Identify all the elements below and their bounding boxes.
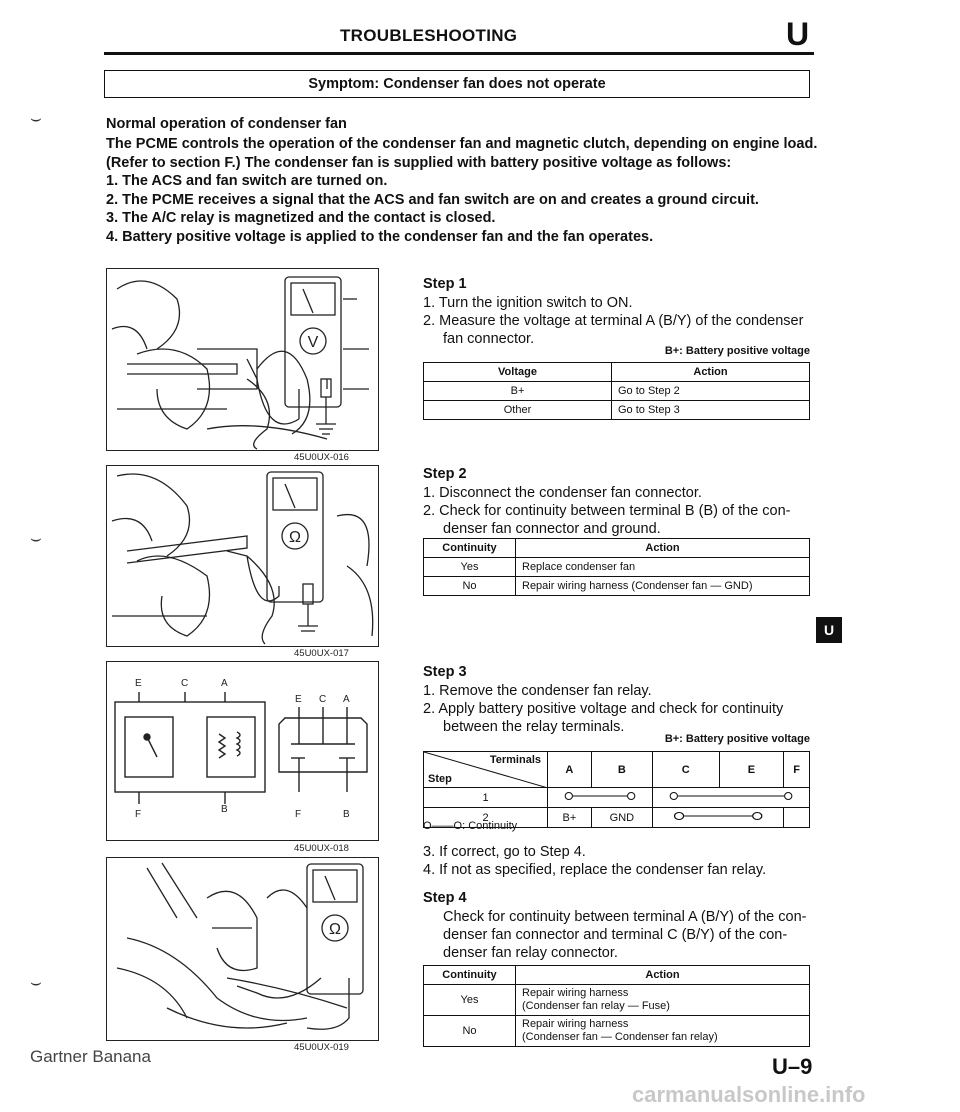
continuity-line bbox=[653, 788, 809, 804]
step2-item: 2. Check for continuity between terminal B (B) of the con- bbox=[423, 503, 791, 519]
continuity-legend: O——O: Continuity bbox=[423, 820, 518, 832]
step2-item: 1. Disconnect the condenser fan connector. bbox=[423, 485, 702, 501]
section-letter: U bbox=[786, 16, 810, 52]
figure-illustration bbox=[107, 269, 379, 451]
table-cell: 2 bbox=[424, 808, 548, 828]
table-row bbox=[424, 558, 810, 577]
normal-line: The PCME controls the operation of the condenser fan and magnetic clutch, depending on engine load. bbox=[106, 136, 818, 152]
figure-code: 45U0UX-016 bbox=[294, 452, 349, 463]
section-tab: U bbox=[816, 617, 842, 643]
table-header: Voltage bbox=[424, 363, 612, 382]
normal-operation-title: Normal operation of condenser fan bbox=[106, 116, 347, 132]
figure-code: 45U0UX-018 bbox=[294, 843, 349, 854]
table-cell bbox=[516, 985, 810, 1016]
table-header: A bbox=[548, 752, 592, 788]
table-cell: 1 bbox=[424, 788, 548, 808]
watermark-text: Gartner Banana bbox=[30, 1047, 151, 1066]
action-line: (Condenser fan — Condenser fan relay) bbox=[522, 1031, 718, 1043]
step1-table bbox=[423, 362, 810, 420]
step2-table bbox=[423, 538, 810, 596]
table-row bbox=[424, 788, 810, 808]
terminal-label: B bbox=[221, 804, 228, 815]
action-line: (Condenser fan relay — Fuse) bbox=[522, 1000, 670, 1012]
terminal-label: B bbox=[343, 809, 350, 820]
meter-symbol: Ω bbox=[289, 529, 301, 546]
table-row bbox=[424, 985, 810, 1016]
normal-line: 2. The PCME receives a signal that the ACS and fan switch are on and creates a ground circuit. bbox=[106, 191, 759, 208]
step1-item: fan connector. bbox=[443, 331, 535, 347]
margin-mark: ⌣ bbox=[30, 528, 42, 548]
meter-symbol: V bbox=[307, 334, 319, 351]
continuity-line bbox=[548, 788, 652, 804]
terminal-label: E bbox=[295, 694, 302, 705]
table-cell: Repair wiring harness (Condenser fan — GND) bbox=[516, 577, 810, 596]
terminal-label: F bbox=[135, 809, 142, 820]
table-header: Action bbox=[516, 539, 810, 558]
figure-relay-diagram bbox=[106, 661, 379, 841]
margin-mark: ⌣ bbox=[30, 108, 42, 128]
table-cell: B+ bbox=[424, 382, 612, 401]
table-header: E bbox=[719, 752, 784, 788]
terminal-label: C bbox=[319, 694, 327, 705]
table-row bbox=[424, 382, 810, 401]
table-cell: Other bbox=[424, 401, 612, 420]
figure-voltmeter-connector bbox=[106, 268, 379, 451]
table-cell: Go to Step 3 bbox=[612, 401, 810, 420]
corner-top-label: Terminals bbox=[489, 754, 541, 766]
page-number: U–9 bbox=[772, 1054, 813, 1079]
step3-item: between the relay terminals. bbox=[443, 719, 625, 735]
site-watermark: carmanualsonline.info bbox=[632, 1082, 866, 1107]
step3-note: B+: Battery positive voltage bbox=[664, 733, 810, 745]
table-cell: Yes bbox=[424, 558, 516, 577]
table-cell: GND bbox=[591, 808, 652, 828]
step3-after: 4. If not as specified, replace the condenser fan relay. bbox=[423, 862, 767, 878]
terminal-label: C bbox=[181, 678, 189, 689]
step4-item: denser fan relay connector. bbox=[443, 945, 618, 961]
table-header: B bbox=[591, 752, 652, 788]
continuity-cell bbox=[652, 808, 783, 828]
table-header: F bbox=[784, 752, 810, 788]
step3-title: Step 3 bbox=[423, 664, 467, 680]
figure-ohmmeter-relay bbox=[106, 857, 379, 1041]
terminal-label: A bbox=[343, 694, 350, 705]
step2-title: Step 2 bbox=[423, 466, 467, 482]
step1-item: 1. Turn the ignition switch to ON. bbox=[423, 295, 633, 311]
symptom-text: Symptom: Condenser fan does not operate bbox=[308, 76, 606, 92]
table-row bbox=[424, 1016, 810, 1047]
table-cell: No bbox=[424, 1016, 516, 1047]
table-cell bbox=[784, 808, 810, 828]
figure-code: 45U0UX-019 bbox=[294, 1042, 349, 1053]
continuity-line bbox=[653, 808, 783, 824]
page-header-title: TROUBLESHOOTING bbox=[340, 26, 518, 45]
table-cell: Replace condenser fan bbox=[516, 558, 810, 577]
step4-item: denser fan connector and terminal C (B/Y) of the con- bbox=[443, 927, 788, 943]
table-cell: No bbox=[424, 577, 516, 596]
table-header: C bbox=[652, 752, 719, 788]
normal-operation-body bbox=[106, 135, 816, 247]
action-line: Repair wiring harness bbox=[522, 1018, 629, 1030]
figure-illustration bbox=[107, 466, 379, 647]
figure-ohmmeter-connector bbox=[106, 465, 379, 647]
step4-item: Check for continuity between terminal A (B/Y) of the con- bbox=[443, 909, 807, 925]
action-line: Repair wiring harness bbox=[522, 987, 629, 999]
terminal-label: A bbox=[221, 678, 228, 689]
step3-table bbox=[423, 751, 810, 828]
step3-item: 1. Remove the condenser fan relay. bbox=[423, 683, 652, 699]
table-cell: Yes bbox=[424, 985, 516, 1016]
continuity-cell bbox=[548, 788, 653, 808]
terminal-label: E bbox=[135, 678, 142, 689]
table-header: Action bbox=[516, 966, 810, 985]
relay-schematic bbox=[107, 662, 379, 841]
normal-line: (Refer to section F.) The condenser fan is supplied with battery positive voltage as follows: bbox=[106, 154, 732, 171]
step1-note: B+: Battery positive voltage bbox=[664, 345, 810, 357]
table-row bbox=[424, 401, 810, 420]
table-cell: Go to Step 2 bbox=[612, 382, 810, 401]
step4-table bbox=[423, 965, 810, 1047]
figure-illustration bbox=[107, 858, 379, 1041]
step1-title: Step 1 bbox=[423, 276, 467, 292]
table-header: Action bbox=[612, 363, 810, 382]
table-header: Continuity bbox=[424, 539, 516, 558]
step1-item: 2. Measure the voltage at terminal A (B/Y) of the condenser bbox=[423, 313, 804, 329]
header-rule bbox=[104, 52, 814, 55]
continuity-cell bbox=[652, 788, 809, 808]
normal-line: 3. The A/C relay is magnetized and the contact is closed. bbox=[106, 210, 496, 227]
table-header: Continuity bbox=[424, 966, 516, 985]
step2-item: denser fan connector and ground. bbox=[443, 521, 661, 537]
symptom-box bbox=[104, 70, 810, 98]
table-cell: B+ bbox=[548, 808, 592, 828]
step4-title: Step 4 bbox=[423, 890, 467, 906]
terminal-label: F bbox=[295, 809, 302, 820]
step3-item: 2. Apply battery positive voltage and check for continuity bbox=[423, 701, 784, 717]
table-cell bbox=[516, 1016, 810, 1047]
normal-line: 1. The ACS and fan switch are turned on. bbox=[106, 173, 388, 190]
step3-after: 3. If correct, go to Step 4. bbox=[423, 844, 586, 860]
figure-code: 45U0UX-017 bbox=[294, 648, 349, 659]
table-row bbox=[424, 577, 810, 596]
meter-symbol: Ω bbox=[329, 921, 341, 938]
table-corner-header bbox=[424, 752, 548, 788]
normal-line: 4. Battery positive voltage is applied to the condenser fan and the fan operates. bbox=[106, 228, 654, 245]
corner-bottom-label: Step bbox=[428, 773, 452, 785]
margin-mark: ⌣ bbox=[30, 972, 42, 992]
